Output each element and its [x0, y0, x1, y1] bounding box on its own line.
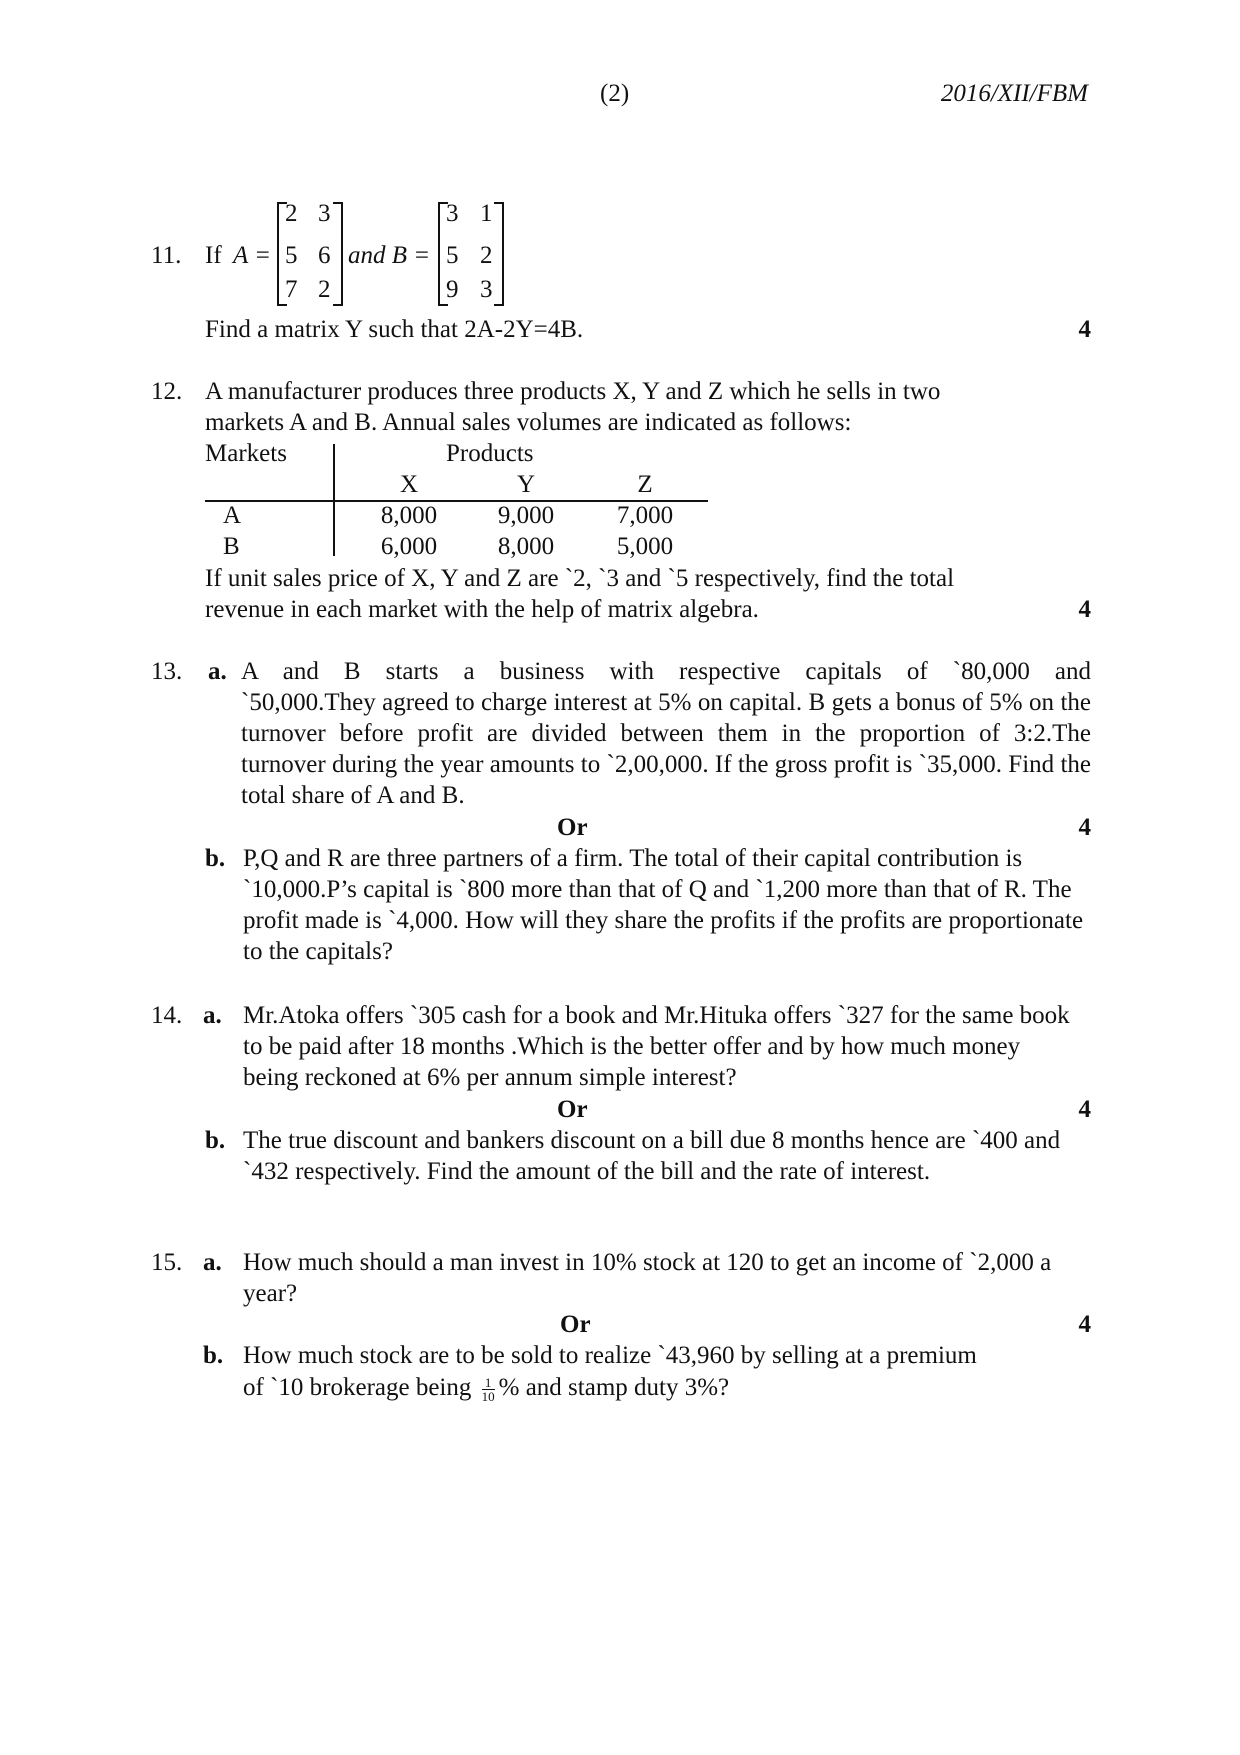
question-number: 12.	[151, 378, 183, 405]
marks: 4	[1078, 316, 1091, 343]
or-separator: Or	[557, 1096, 588, 1123]
or-separator: Or	[560, 1311, 591, 1338]
matrix-cell: 2	[318, 276, 331, 303]
table-col-header: X	[399, 471, 419, 498]
question-text-with-fraction	[243, 1372, 729, 1403]
marks: 4	[1078, 1311, 1091, 1338]
question-text: Mr.Atoka offers `305 cash for a book and Mr.Hituka offers `327 for the same book to be paid after 18 months .Which is the better offer and by how much money being reckoned at 6% per annum simple interest?	[243, 1002, 1070, 1091]
table-row-label: A	[223, 502, 242, 529]
table-header-products: Products	[446, 440, 534, 467]
table-cell: 5,000	[616, 533, 674, 560]
option-label: a.	[208, 658, 227, 685]
matrix-cell: 2	[285, 200, 298, 227]
question-text: A manufacturer produces three products X, Y and Z which he sells in two	[205, 378, 941, 405]
table-header-markets: Markets	[205, 440, 287, 467]
question-text: A and B starts a business with respective capitals of `80,000 and	[241, 658, 1091, 685]
table-cell: 8,000	[497, 533, 555, 560]
matrix-cell: 3	[480, 276, 493, 303]
matrix-cell: 3	[318, 200, 331, 227]
question-text: The true discount and bankers discount on a bill due 8 months hence are `400 and `432 respectively. Find the amount of the bill and the rate of interest.	[243, 1127, 1061, 1185]
option-label: b.	[205, 1127, 226, 1154]
question-text: How much should a man invest in 10% stock at 120 to get an income of `2,000 a year?	[243, 1249, 1052, 1307]
marks: 4	[1078, 814, 1091, 841]
matrix-a-label: A =	[233, 242, 271, 269]
question-text: markets A and B. Annual sales volumes are indicated as follows:	[205, 409, 852, 436]
question-text: How much stock are to be sold to realize `43,960 by selling at a premium	[243, 1342, 977, 1369]
option-label: b.	[203, 1342, 224, 1369]
matrix-cell: 5	[285, 242, 298, 269]
table-cell: 8,000	[380, 502, 438, 529]
if-word: If	[205, 242, 222, 269]
table-col-header: Y	[516, 471, 536, 498]
question-number: 14.	[151, 1002, 183, 1029]
paper-code: 2016/XII/FBM	[940, 80, 1088, 107]
page-number: (2)	[600, 80, 630, 107]
question-text: of `10 brokerage being	[243, 1374, 472, 1401]
table-col-header: Z	[637, 471, 653, 498]
table-cell: 7,000	[616, 502, 674, 529]
question-number: 11.	[151, 242, 182, 269]
matrix-b-label: and B =	[348, 242, 431, 269]
matrix-cell: 2	[480, 242, 493, 269]
fraction	[482, 1376, 495, 1403]
table-cell: 9,000	[497, 502, 555, 529]
matrix-cell: 7	[285, 276, 298, 303]
table-row-label: B	[223, 533, 240, 560]
option-label: a.	[203, 1002, 222, 1029]
question-text: P,Q and R are three partners of a firm. The total of their capital contribution is `10,000.P’s capital is `800 more than that of Q and `1,200 more than that of R. The profit made is `4,000. How will they share the profits if the profits are proportionate to the capitals?	[243, 845, 1084, 965]
question-text: `50,000.They agreed to charge interest at 5% on capital. B gets a bonus of 5% on the turnover before profit are divided between them in the proportion of 3:2.The turnover during the year amounts to `2,00,000. If the gross profit is `35,000. Find the total share of A and B.	[241, 689, 1091, 809]
question-text: If unit sales price of X, Y and Z are `2, `3 and `5 respectively, find the total	[205, 565, 955, 592]
marks: 4	[1078, 1096, 1091, 1123]
table-rule	[333, 444, 335, 556]
question-number: 15.	[151, 1249, 183, 1276]
table-cell: 6,000	[380, 533, 438, 560]
option-label: b.	[205, 845, 226, 872]
question-text: revenue in each market with the help of matrix algebra.	[205, 596, 759, 623]
fraction-numerator: 1	[482, 1376, 495, 1390]
option-label: a.	[203, 1249, 222, 1276]
matrix-cell: 1	[480, 200, 493, 227]
matrix-cell: 9	[446, 276, 459, 303]
marks: 4	[1078, 596, 1091, 623]
question-number: 13.	[151, 658, 183, 685]
matrix-cell: 6	[318, 242, 331, 269]
or-separator: Or	[557, 814, 588, 841]
matrix-cell: 5	[446, 242, 459, 269]
matrix-cell: 3	[446, 200, 459, 227]
question-text: Find a matrix Y such that 2A-2Y=4B.	[205, 316, 584, 343]
fraction-denominator: 10	[481, 1388, 495, 1404]
question-text: % and stamp duty 3%?	[498, 1374, 730, 1401]
